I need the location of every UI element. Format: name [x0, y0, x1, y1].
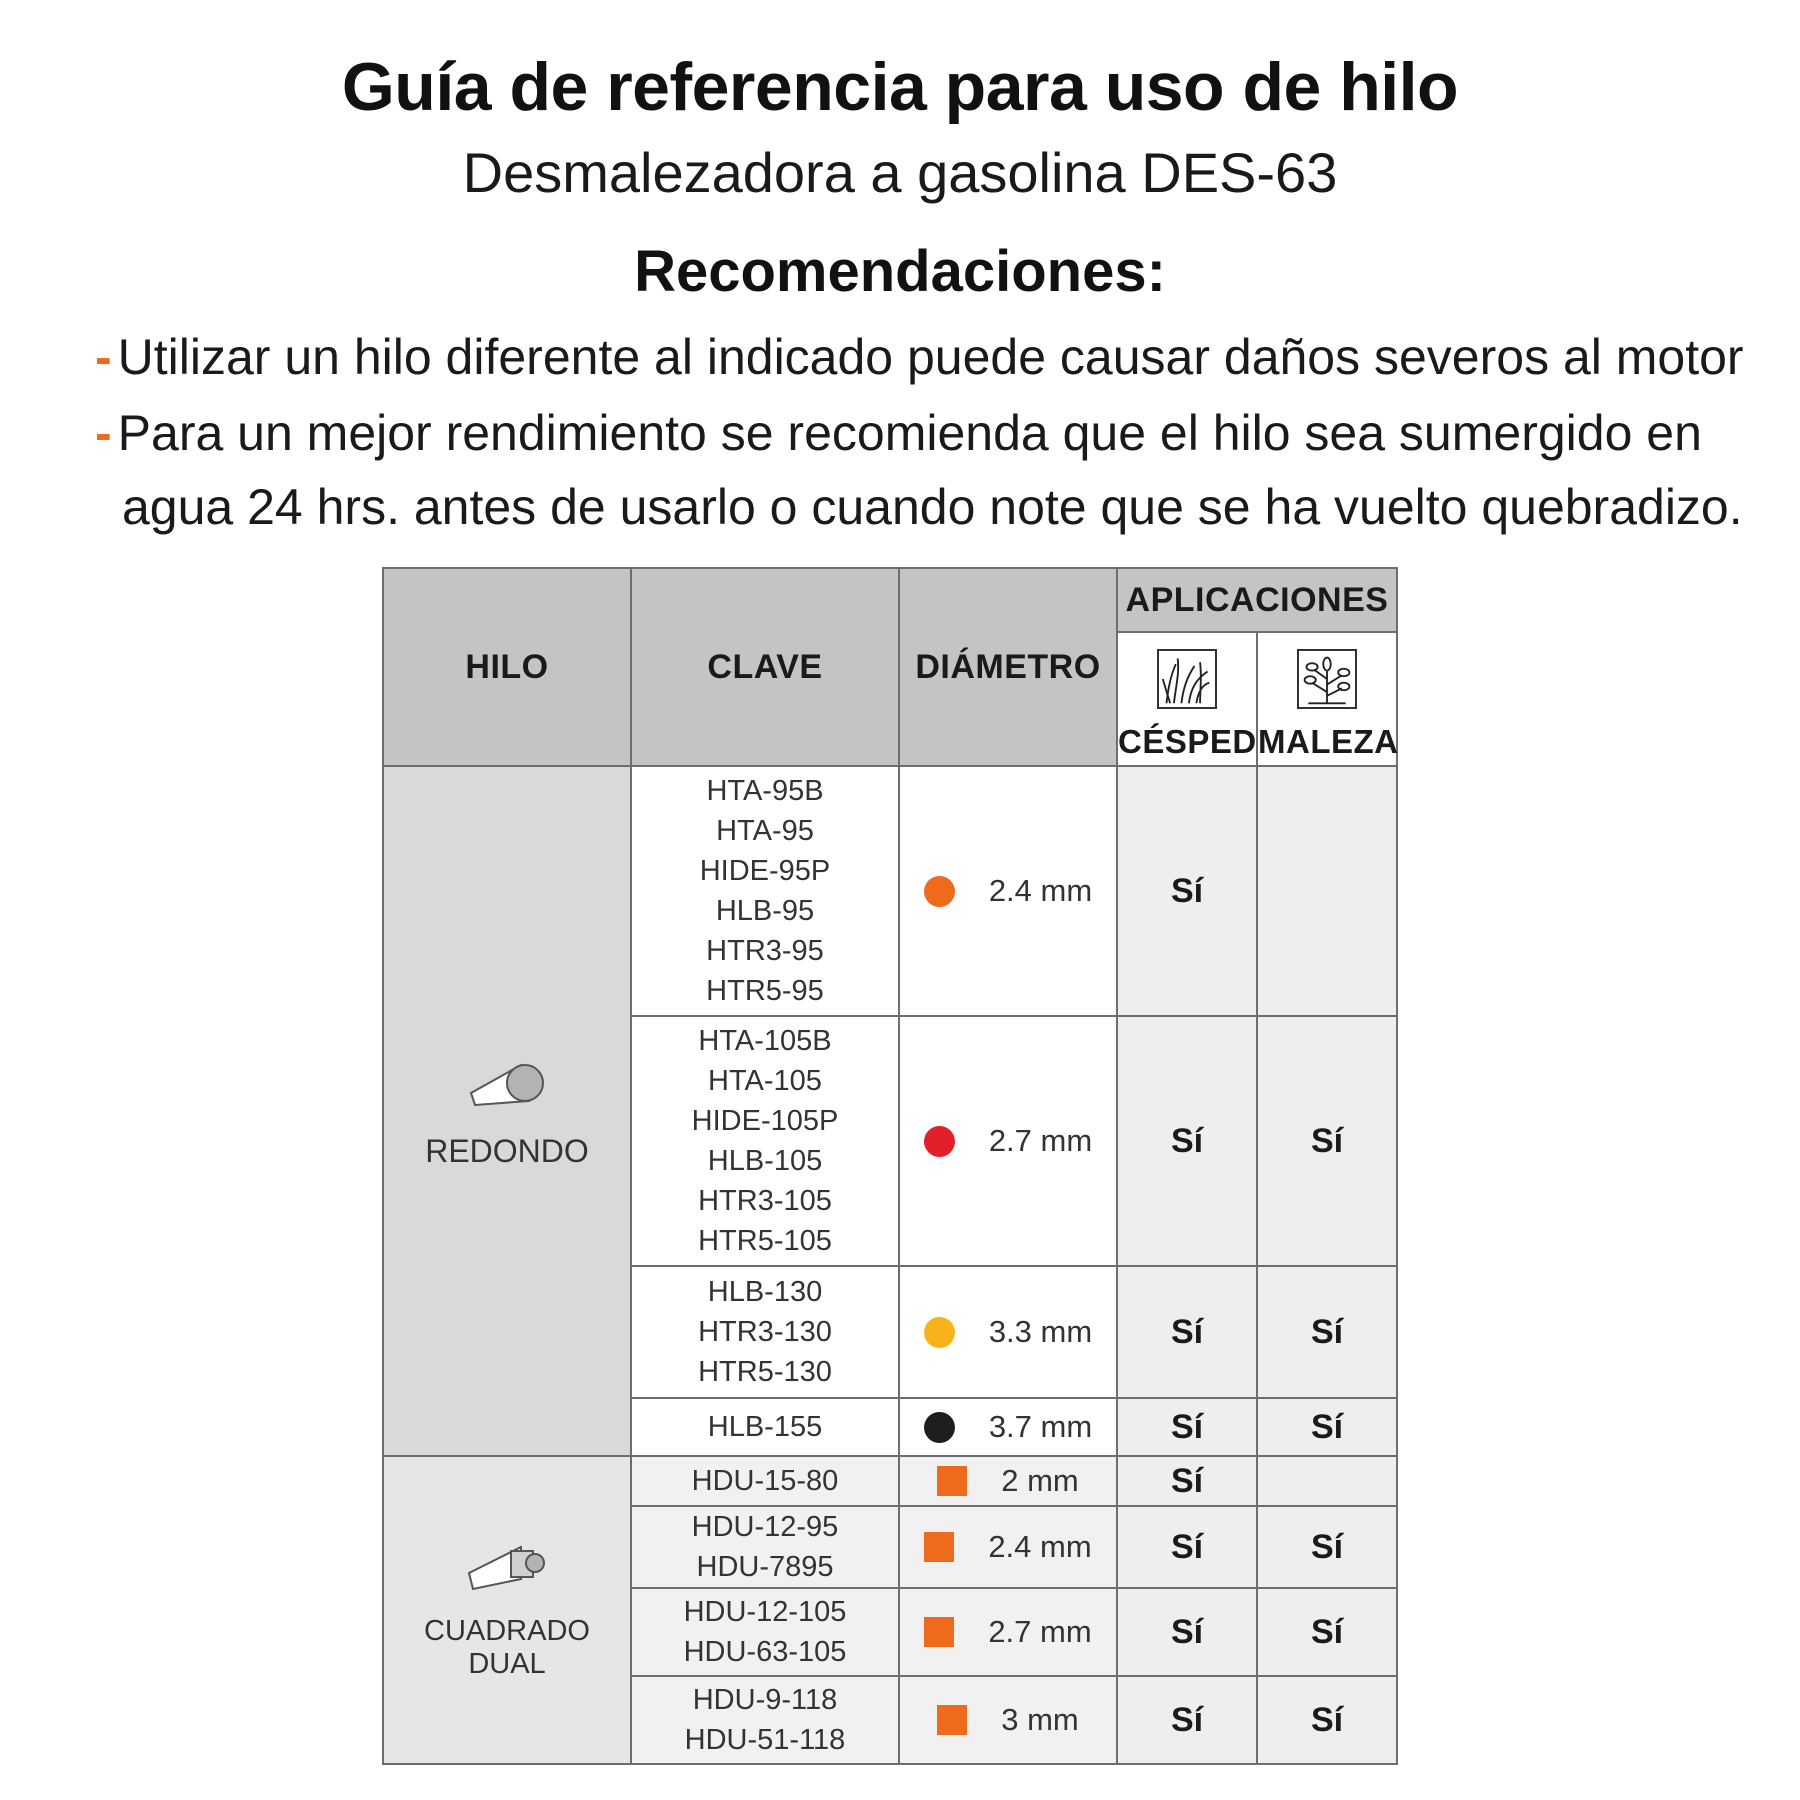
diametro-cell — [899, 1676, 1117, 1764]
diametro-value: 3 mm — [1001, 1702, 1079, 1737]
recommendations-heading: Recomendaciones: — [634, 239, 1166, 304]
header-maleza-label: MALEZA — [1258, 723, 1399, 760]
recommendation-text: Utilizar un hilo diferente al indicado puede causar daños severos al motor — [117, 329, 1744, 385]
diametro-cell — [899, 1506, 1117, 1588]
cesped-cell: Sí — [1117, 1398, 1257, 1456]
hilo-redondo-cell — [383, 766, 631, 1456]
header-aplicaciones: APLICACIONES — [1117, 568, 1397, 632]
hilo-cuadrado-dual-cell — [383, 1456, 631, 1764]
diametro-value: 3.7 mm — [988, 1409, 1093, 1444]
clave-item: HDU-51-118 — [684, 1724, 846, 1756]
clave-item: HTR3-130 — [698, 1316, 832, 1348]
clave-item: HTR5-130 — [698, 1356, 832, 1388]
clave-item: HDU-12-105 — [683, 1596, 847, 1628]
clave-item: HLB-130 — [707, 1276, 823, 1308]
maleza-cell — [1257, 1456, 1397, 1506]
clave-item: HIDE-105P — [691, 1105, 839, 1137]
recommendation-item — [95, 320, 1762, 394]
clave-item: HLB-155 — [707, 1411, 823, 1443]
clave-cell — [631, 1506, 899, 1588]
cesped-cell: Sí — [1117, 1588, 1257, 1676]
diameter-square-marker — [924, 1617, 954, 1647]
diametro-value: 2 mm — [1001, 1463, 1079, 1498]
header-cesped — [1117, 632, 1257, 766]
maleza-cell: Sí — [1257, 1676, 1397, 1764]
cesped-cell: Sí — [1117, 1266, 1257, 1398]
clave-item: HLB-95 — [715, 895, 815, 927]
page-subtitle: Desmalezadora a gasolina DES-63 — [462, 141, 1338, 204]
round-line-icon — [465, 1053, 549, 1113]
diameter-square-marker — [937, 1705, 967, 1735]
diametro-value: 2.7 mm — [988, 1123, 1093, 1158]
reference-table — [382, 567, 1398, 1765]
clave-item: HTA-105 — [708, 1065, 822, 1097]
diameter-orange-dot — [924, 876, 955, 907]
diameter-black-dot — [924, 1412, 955, 1443]
diametro-value: 2.4 mm — [988, 1529, 1092, 1564]
clave-item: HDU-9-118 — [692, 1684, 838, 1716]
maleza-cell — [1257, 766, 1397, 1016]
diameter-square-marker — [937, 1466, 967, 1496]
cesped-cell: Sí — [1117, 1506, 1257, 1588]
hilo-redondo-label: REDONDO — [425, 1132, 589, 1169]
header-maleza — [1257, 632, 1397, 766]
diameter-yellow-dot — [924, 1317, 955, 1348]
diametro-cell — [899, 1456, 1117, 1506]
clave-item: HLB-105 — [707, 1145, 823, 1177]
cesped-cell: Sí — [1117, 1676, 1257, 1764]
clave-item: HDU-63-105 — [683, 1636, 847, 1668]
clave-cell — [631, 1266, 899, 1398]
clave-item: HTA-95 — [716, 815, 814, 847]
clave-item: HTA-95B — [706, 775, 824, 807]
cesped-cell: Sí — [1117, 1456, 1257, 1506]
header-clave: CLAVE — [631, 568, 899, 766]
diametro-value: 3.3 mm — [988, 1314, 1093, 1349]
diametro-value: 2.7 mm — [988, 1614, 1092, 1649]
square-dual-line-icon — [463, 1539, 551, 1595]
maleza-cell: Sí — [1257, 1506, 1397, 1588]
page-title: Guía de referencia para uso de hilo — [341, 49, 1459, 125]
clave-cell — [631, 1016, 899, 1266]
header-diametro: DIÁMETRO — [899, 568, 1117, 766]
diameter-red-dot — [924, 1126, 955, 1157]
cesped-cell: Sí — [1117, 766, 1257, 1016]
diametro-cell — [899, 1588, 1117, 1676]
clave-cell — [631, 766, 899, 1016]
maleza-cell: Sí — [1257, 1266, 1397, 1398]
diametro-cell — [899, 1016, 1117, 1266]
header-hilo: HILO — [383, 568, 631, 766]
clave-item: HTR3-95 — [706, 935, 824, 967]
clave-item: HTA-105B — [698, 1025, 832, 1057]
clave-item: HTR3-105 — [698, 1185, 832, 1217]
clave-item: HDU-15-80 — [691, 1465, 839, 1497]
grass-icon — [1157, 649, 1217, 709]
clave-cell — [631, 1676, 899, 1764]
diametro-value: 2.4 mm — [988, 873, 1093, 908]
recommendation-item — [95, 396, 1762, 544]
clave-item: HTR5-95 — [706, 975, 824, 1007]
clave-item: HDU-7895 — [696, 1551, 834, 1583]
diametro-cell — [899, 766, 1117, 1016]
header-cesped-label: CÉSPED — [1118, 723, 1257, 760]
bullet-dash: - — [95, 329, 112, 385]
diametro-cell — [899, 1266, 1117, 1398]
clave-cell — [631, 1588, 899, 1676]
clave-cell — [631, 1456, 899, 1506]
clave-item: HTR5-105 — [698, 1225, 832, 1257]
clave-item: HDU-12-95 — [691, 1511, 839, 1543]
bullet-dash: - — [95, 405, 112, 461]
cesped-cell: Sí — [1117, 1016, 1257, 1266]
maleza-cell: Sí — [1257, 1398, 1397, 1456]
weeds-icon — [1297, 649, 1357, 709]
maleza-cell: Sí — [1257, 1588, 1397, 1676]
diameter-square-marker — [924, 1532, 954, 1562]
recommendation-text: Para un mejor rendimiento se recomienda que el hilo sea sumergido en agua 24 hrs. antes de usarlo o cuando note que se ha vuelto quebradizo. — [117, 405, 1743, 535]
clave-cell — [631, 1398, 899, 1456]
hilo-cuadrado-dual-label: CUADRADO DUAL — [424, 1615, 590, 1680]
diametro-cell — [899, 1398, 1117, 1456]
clave-item: HIDE-95P — [699, 855, 831, 887]
maleza-cell: Sí — [1257, 1016, 1397, 1266]
